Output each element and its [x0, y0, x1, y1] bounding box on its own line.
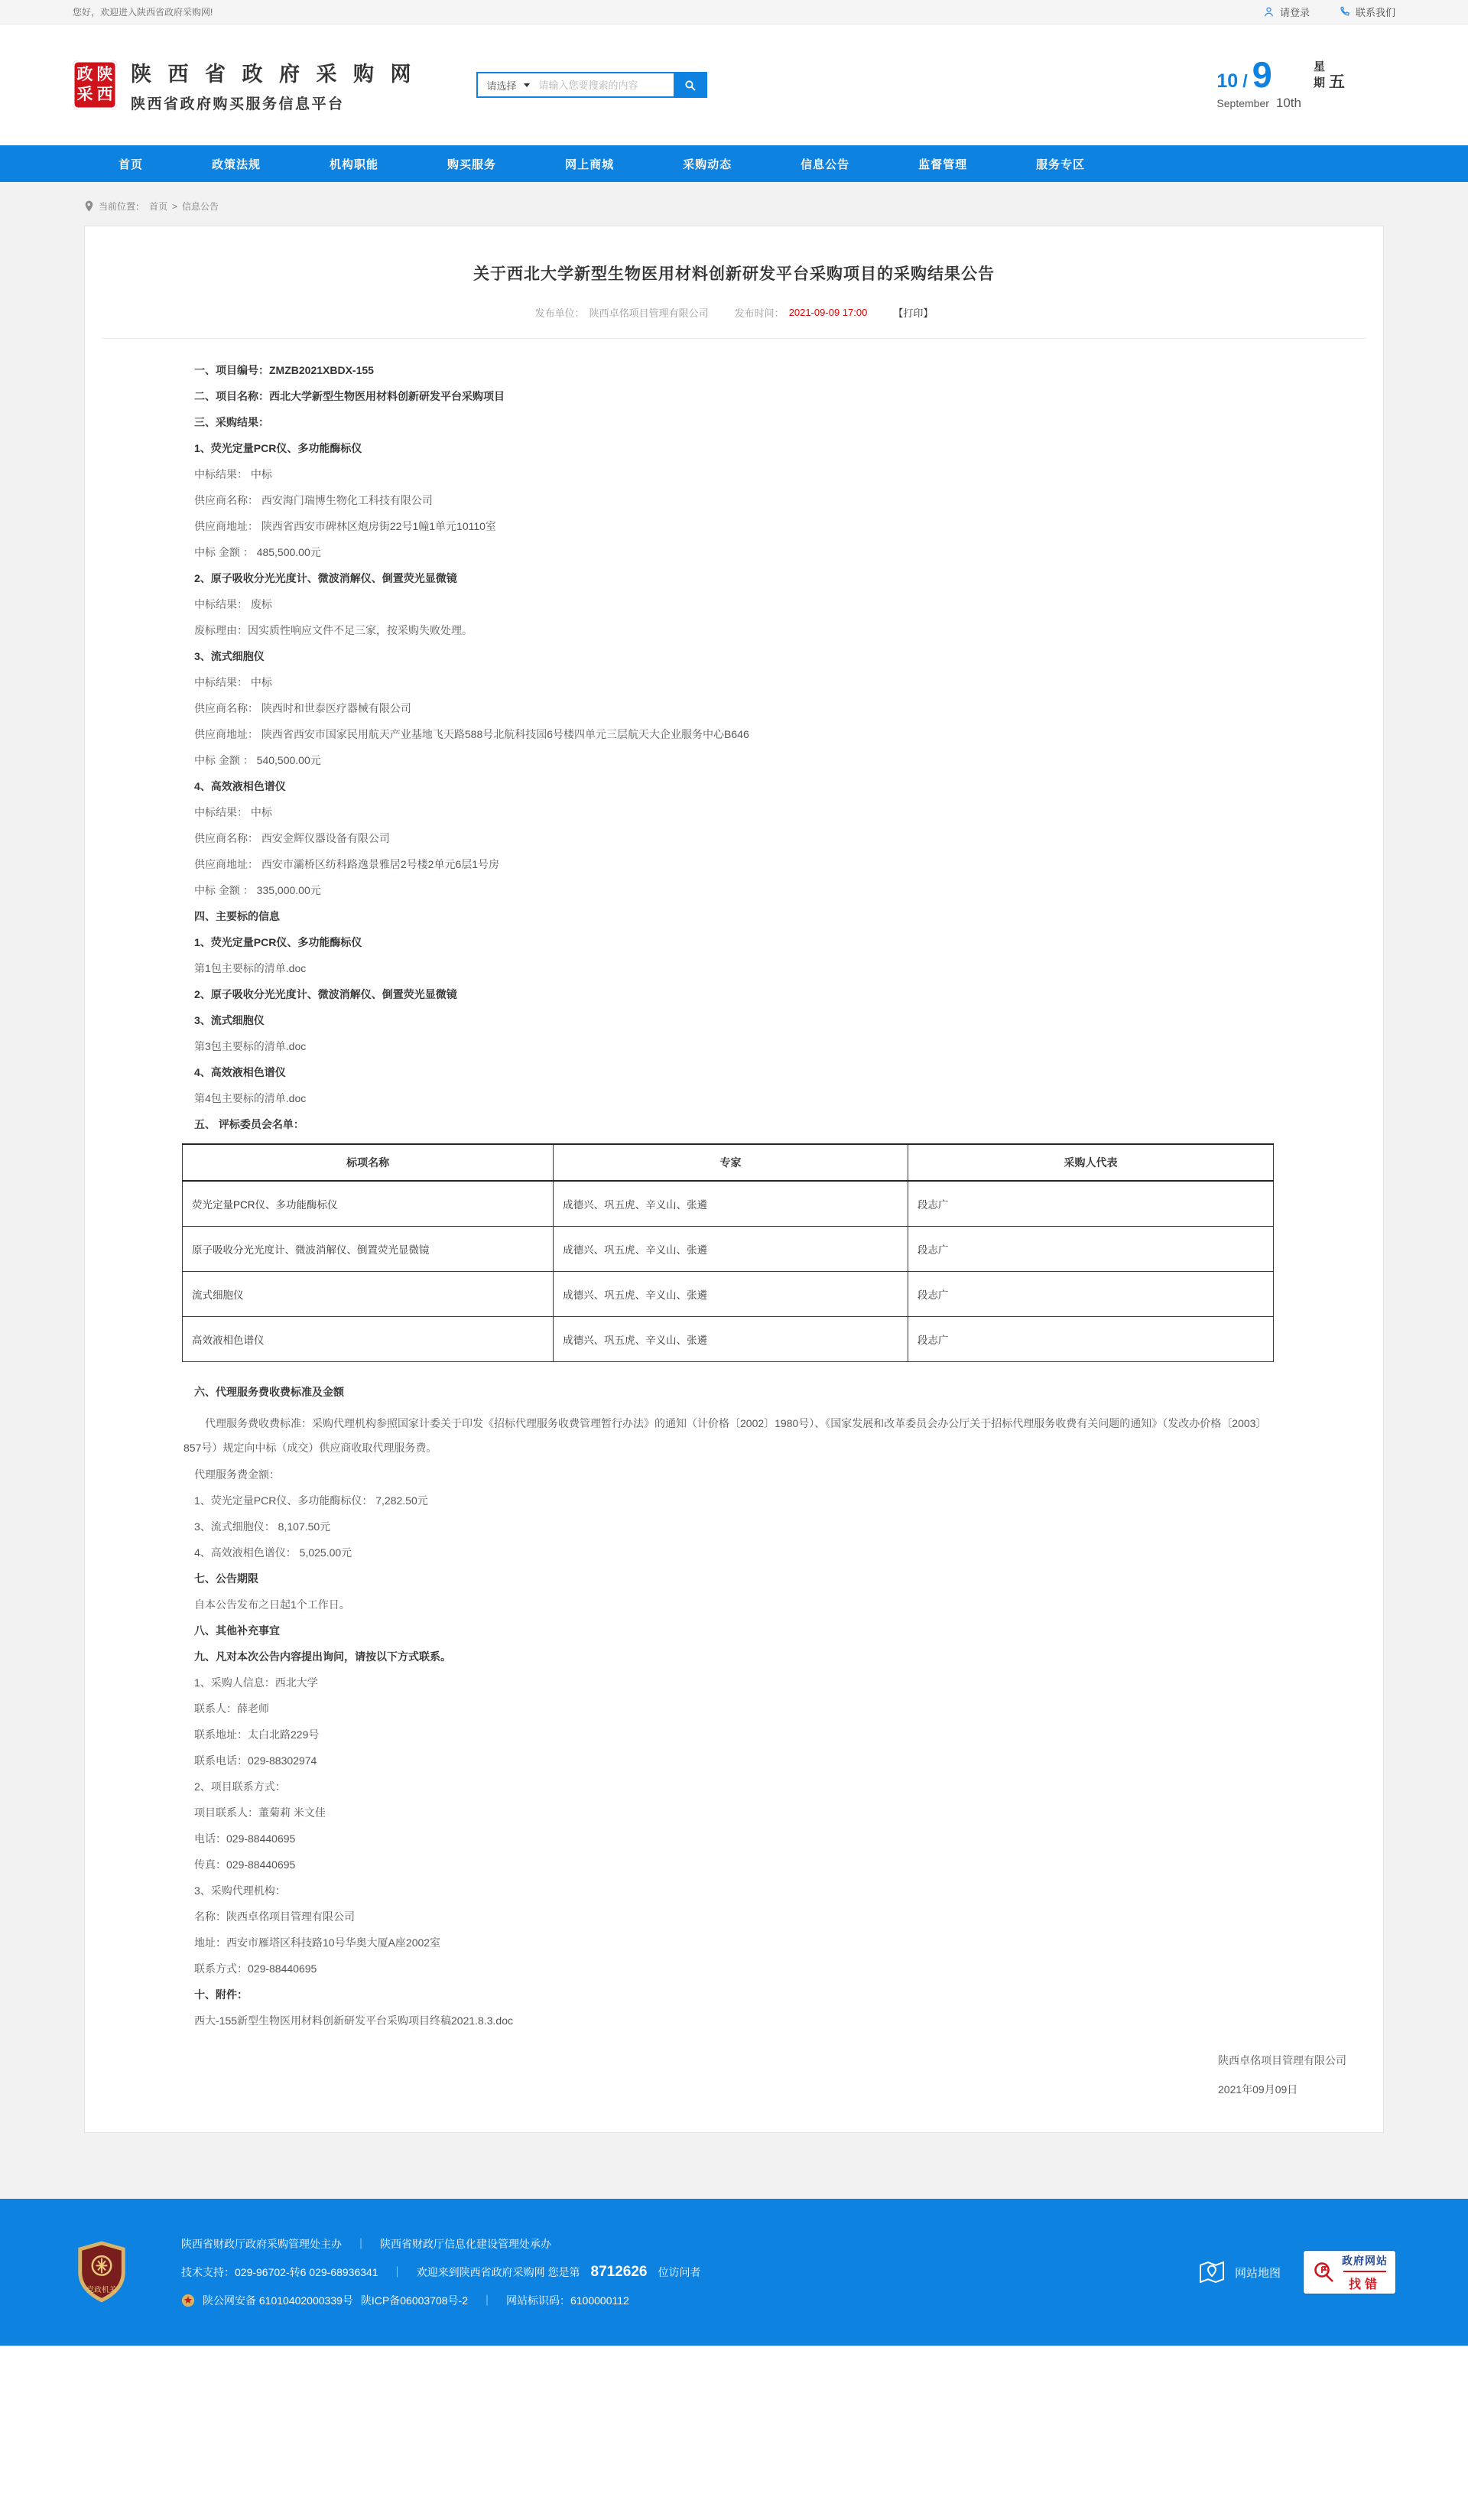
date-widget: 10 / 9 September 10th 星 期 五 [1216, 54, 1345, 110]
section-heading: 五、 评标委员会名单： [194, 1118, 304, 1130]
footer-line-2: 技术支持：029-96702-转6 029-68936341 ｜ 欢迎来到陕西省政府采购网 您是第 8712626 位访问者 [181, 2264, 701, 2280]
section-heading: 2、原子吸收分光光度计、微波消解仪、倒置荧光显微镜 [194, 988, 457, 1000]
site-id-code: 网站标识码：6100000112 [505, 2294, 629, 2307]
sitemap-link[interactable]: 网站地图 [1197, 2257, 1281, 2288]
section-heading: 1、荧光定量PCR仪、多功能酶标仪 [194, 442, 362, 454]
breadcrumb-current[interactable]: 信息公告 [182, 201, 219, 212]
attachment-link[interactable]: 西大-155新型生物医用材料创新研发平台采购项目终稿2021.8.3.doc [194, 2014, 513, 2027]
signature-company: 陕西卓佲项目管理有限公司 [1218, 2054, 1346, 2066]
nav-item-6[interactable]: 采购动态 [683, 158, 732, 171]
contact-link[interactable]: 联系我们 [1339, 5, 1395, 19]
section-heading: 1、荧光定量PCR仪、多功能酶标仪 [194, 936, 362, 948]
body-line: 联系方式：029-88440695 [194, 1962, 317, 1975]
table-cell: 原子吸收分光光度计、微波消解仪、倒置荧光显微镜 [183, 1227, 554, 1272]
body-line: 供应商地址： 陕西省西安市碑林区炮房街22号1幢1单元10110室 [194, 520, 496, 532]
body-line: 项目联系人：董菊莉 米文佳 [194, 1806, 326, 1819]
sitemap-map-icon [1197, 2257, 1227, 2288]
logo-seal-icon: 政 陕 采 西 [73, 60, 117, 109]
nav-item-9[interactable]: 服务专区 [1036, 158, 1086, 171]
table-header-row [183, 1144, 1274, 1181]
gov-site-error-report-badge[interactable]: 政府网站 找错 [1304, 2251, 1395, 2294]
section-heading: 八、其他补充事宜 [194, 1624, 280, 1637]
search-button[interactable] [674, 72, 707, 98]
breadcrumb [84, 182, 1384, 216]
user-icon [1263, 6, 1275, 18]
welcome-text: 您好，欢迎进入陕西省政府采购网! [73, 7, 213, 18]
article-meta [85, 305, 1383, 320]
footer-line-3: 陕公网安备 61010402000339号 陕ICP备06003708号-2 ｜ 网站标识码：6100000112 [181, 2293, 700, 2308]
section-heading: 3、流式细胞仪 [194, 650, 265, 662]
table-cell: 段志广 [908, 1227, 1273, 1272]
site-title: 陕 西 省 政 府 采 购 网 [131, 62, 417, 86]
body-line: 3、流式细胞仪： 8,107.50元 [194, 1520, 331, 1533]
divider [102, 338, 1366, 339]
breadcrumb-separator: > [172, 200, 178, 212]
body-line: 地址：西安市雁塔区科技路10号华奥大厦A座2002室 [194, 1936, 441, 1949]
attachment-link[interactable]: 第4包主要标的清单.doc [194, 1092, 307, 1104]
breadcrumb-home[interactable]: 首页 [149, 201, 168, 212]
publish-time-value: 2021-09-09 17:00 [788, 307, 868, 318]
section-heading: 3、流式细胞仪 [194, 1014, 265, 1026]
table-header-cell: 标项名称 [183, 1144, 554, 1181]
site-header [0, 24, 1468, 145]
phone-icon [1339, 6, 1350, 18]
announcement-card [84, 226, 1384, 2133]
top-utility-bar [0, 0, 1468, 24]
nav-item-7[interactable]: 信息公告 [801, 158, 850, 171]
visitor-count: 8712626 [590, 2264, 648, 2280]
footer-line-1: 陕西省财政厅政府采购管理处主办 ｜ 陕西省财政厅信息化建设管理处承办 [181, 2238, 551, 2250]
search-input[interactable] [538, 73, 674, 96]
body-line: 传真：029-88440695 [194, 1858, 296, 1871]
nav-item-2[interactable]: 政策法规 [212, 158, 261, 171]
date-month: 10 [1216, 70, 1239, 92]
print-button[interactable]: 【打印】 [893, 307, 934, 319]
body-line: 自本公告发布之日起1个工作日。 [194, 1598, 350, 1611]
date-month-name: September [1216, 97, 1269, 109]
article-body [85, 363, 1383, 2097]
login-link[interactable]: 请登录 [1263, 5, 1310, 19]
table-row [183, 1227, 1274, 1272]
body-line: 代理服务费金额： [194, 1468, 280, 1481]
beian-gongan-link[interactable]: 陕公网安备 61010402000339号 [203, 2294, 353, 2307]
site-subtitle: 陕西省政府购买服务信息平台 [131, 96, 345, 112]
table-cell: 段志广 [908, 1272, 1273, 1317]
publisher-value: 陕西卓佲项目管理有限公司 [589, 307, 709, 319]
section-heading: 4、高效液相色谱仪 [194, 1066, 286, 1078]
table-cell: 高效液相色谱仪 [183, 1317, 554, 1362]
body-line: 1、采购人信息：西北大学 [194, 1676, 318, 1689]
table-cell: 成德兴、巩五虎、辛义山、张遴 [554, 1227, 908, 1272]
section-heading: 2、原子吸收分光光度计、微波消解仪、倒置荧光显微镜 [194, 572, 457, 584]
signature-block [1218, 2053, 1346, 2097]
body-line: 联系电话：029-88302974 [194, 1754, 317, 1767]
section-heading: 九、凡对本次公告内容提出询问，请按以下方式联系。 [194, 1650, 451, 1663]
table-header-cell: 采购人代表 [908, 1144, 1273, 1181]
section-heading: 六、代理服务费收费标准及金额 [194, 1386, 344, 1398]
government-emblem-icon [73, 2239, 131, 2305]
site-logo[interactable] [73, 57, 417, 113]
search-icon [684, 79, 697, 92]
table-cell: 流式细胞仪 [183, 1272, 554, 1317]
table-cell: 段志广 [908, 1317, 1273, 1362]
body-line: 联系地址：太白北路229号 [194, 1728, 320, 1741]
search-box [476, 72, 707, 98]
section-heading: 三、采购结果： [194, 416, 269, 428]
page-title: 关于西北大学新型生物医用材料创新研发平台采购项目的采购结果公告 [473, 265, 995, 283]
body-line: 供应商名称： 陕西时和世泰医疗器械有限公司 [194, 702, 411, 714]
section-heading: 四、主要标的信息 [194, 910, 280, 922]
table-row [183, 1181, 1274, 1227]
nav-item-1[interactable]: 首页 [119, 158, 144, 171]
body-line: 中标结果： 中标 [194, 676, 272, 688]
date-ordinal: 10th [1275, 96, 1301, 110]
weekday-label: 星 期 五 [1313, 60, 1345, 91]
committee-table [182, 1143, 1274, 1362]
nav-item-3[interactable]: 机构职能 [330, 158, 379, 171]
nav-item-4[interactable]: 购买服务 [447, 158, 497, 171]
section-heading: 十、附件： [194, 1988, 248, 2001]
main-navigation [0, 145, 1468, 182]
table-row [183, 1317, 1274, 1362]
body-line: 中标 金额 ： 485,500.00元 [194, 546, 321, 558]
body-line: 代理服务费收费标准：采购代理机构参照国家计委关于印发《招标代理服务收费管理暂行办法》的通知（计价格〔2002〕1980号）、《国家发展和改革委员会办公厅关于招标代理服务收费有关问题的通知》（发改办价格〔2003〕857号）规定向中标（成交）供应商收取代理服务费。 [184, 1417, 1267, 1454]
table-cell: 成德兴、巩五虎、辛义山、张遴 [554, 1317, 908, 1362]
date-day: 9 [1252, 54, 1272, 95]
body-line: 中标结果： 废标 [194, 598, 272, 610]
publisher-label: 发布单位： [534, 307, 585, 319]
body-line: 中标结果： 中标 [194, 806, 272, 818]
error-report-magnifier-icon [1311, 2260, 1336, 2284]
signature-date: 2021年09月09日 [1218, 2083, 1298, 2096]
body-line: 1、荧光定量PCR仪、多功能酶标仪： 7,282.50元 [194, 1494, 428, 1507]
body-line: 2、项目联系方式： [194, 1780, 286, 1793]
body-line: 供应商地址： 西安市灞桥区纺科路逸景雅居2号楼2单元6层1号房 [194, 858, 500, 870]
body-line: 4、高效液相色谱仪： 5,025.00元 [194, 1546, 352, 1559]
beian-icp-link[interactable]: 陕ICP备06003708号-2 [360, 2294, 468, 2307]
attachment-link[interactable]: 第3包主要标的清单.doc [194, 1040, 307, 1052]
section-heading: 二、项目名称：西北大学新型生物医用材料创新研发平台采购项目 [194, 390, 505, 402]
section-heading: 一、项目编号：ZMZB2021XBDX-155 [194, 364, 374, 376]
attachment-link[interactable]: 第1包主要标的清单.doc [194, 962, 307, 974]
table-cell: 成德兴、巩五虎、辛义山、张遴 [554, 1181, 908, 1227]
nav-item-8[interactable]: 监督管理 [918, 158, 968, 171]
table-row [183, 1272, 1274, 1317]
body-line: 中标 金额 ： 540,500.00元 [194, 754, 321, 766]
body-line: 供应商地址： 陕西省西安市国家民用航天产业基地飞天路588号北航科技园6号楼四单元三层航天大企业服务中心B646 [194, 728, 749, 740]
nav-item-5[interactable]: 网上商城 [565, 158, 615, 171]
location-pin-icon [84, 200, 94, 212]
body-line: 中标 金额 ： 335,000.00元 [194, 884, 321, 896]
body-line: 名称：陕西卓佲项目管理有限公司 [194, 1910, 355, 1923]
police-badge-icon [181, 2294, 195, 2307]
breadcrumb-label: 当前位置： [99, 201, 145, 212]
publish-time-label: 发布时间： [734, 307, 784, 319]
body-line: 中标结果： 中标 [194, 468, 272, 480]
table-cell: 段志广 [908, 1181, 1273, 1227]
body-line: 联系人：薛老师 [194, 1702, 269, 1715]
svg-text:党政机关: 党政机关 [86, 2285, 117, 2294]
body-line: 供应商名称： 西安金辉仪器设备有限公司 [194, 832, 390, 844]
page-background [0, 182, 1468, 2199]
badge-divider [1343, 2271, 1386, 2272]
search-category-select[interactable]: 请选择 [478, 78, 538, 93]
section-heading: 4、高效液相色谱仪 [194, 780, 286, 792]
table-cell: 荧光定量PCR仪、多功能酶标仪 [183, 1181, 554, 1227]
table-header-cell: 专家 [554, 1144, 908, 1181]
body-line: 供应商名称： 西安海门瑞博生物化工科技有限公司 [194, 494, 433, 506]
site-footer [0, 2199, 1468, 2346]
chevron-down-icon [524, 83, 530, 87]
table-cell: 成德兴、巩五虎、辛义山、张遴 [554, 1272, 908, 1317]
body-line: 3、采购代理机构： [194, 1884, 286, 1897]
body-line: 电话：029-88440695 [194, 1832, 296, 1845]
section-heading: 七、公告期限 [194, 1572, 258, 1585]
body-line: 废标理由：因实质性响应文件不足三家，按采购失败处理。 [194, 624, 473, 636]
